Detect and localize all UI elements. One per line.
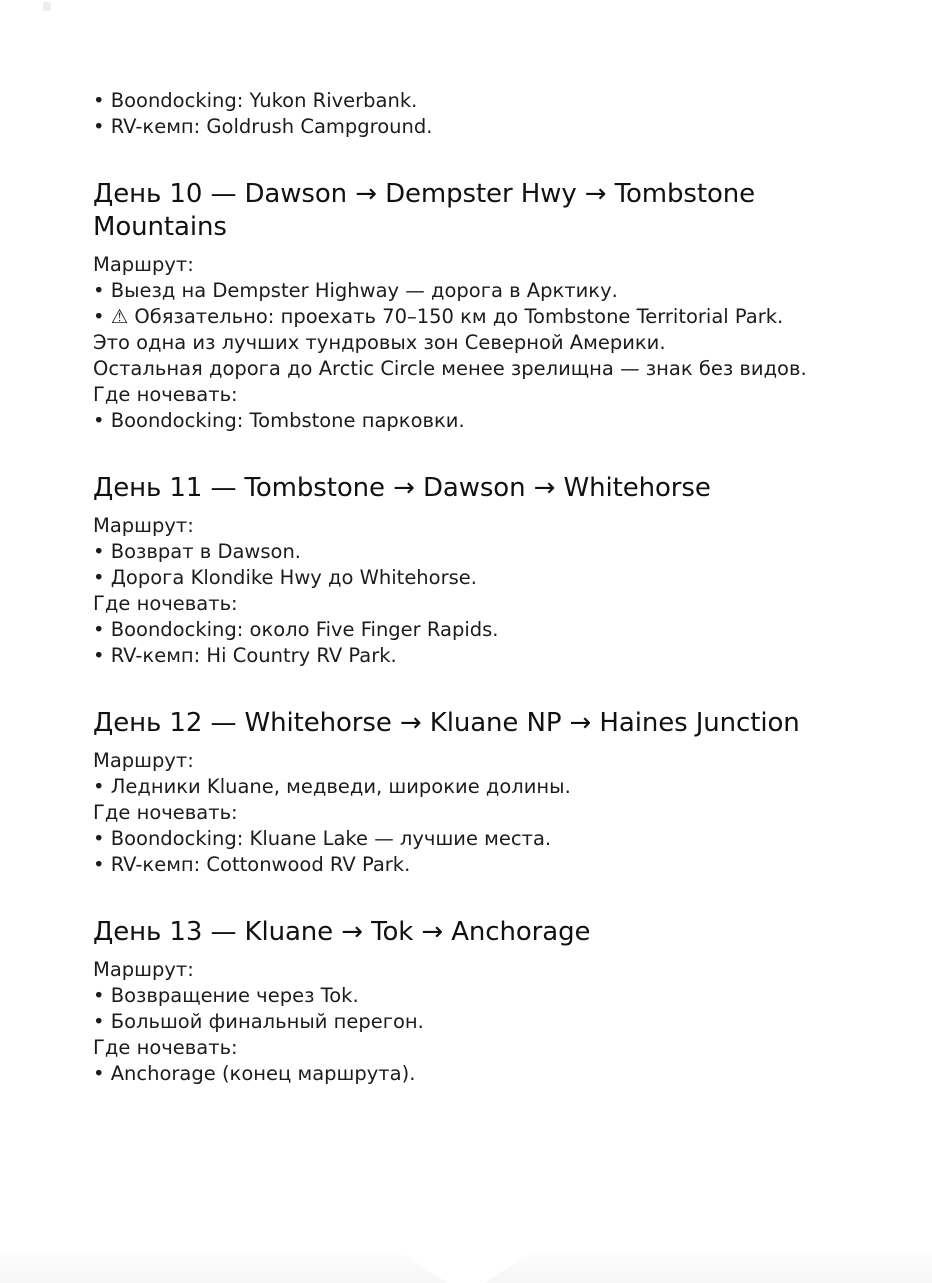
itinerary-line: • Выезд на Dempster Highway — дорога в Арктику. bbox=[93, 279, 618, 302]
itinerary-line: • RV-кемп: Cottonwood RV Park. bbox=[93, 853, 411, 876]
itinerary-line: Где ночевать: bbox=[93, 801, 238, 824]
day-section bbox=[93, 707, 847, 878]
day-sections bbox=[93, 178, 847, 1087]
itinerary-line: Это одна из лучших тундровых зон Северной Америки. bbox=[93, 331, 666, 354]
day-heading: День 10 — Dawson → Dempster Hwy → Tombstone Mountains bbox=[93, 179, 756, 242]
itinerary-line: • RV-кемп: Hi Country RV Park. bbox=[93, 644, 397, 667]
day-heading: День 13 — Kluane → Tok → Anchorage bbox=[93, 917, 591, 947]
bottom-shadow-left-wedge bbox=[0, 1247, 447, 1283]
carryover-bullet-list bbox=[93, 88, 847, 140]
itinerary-line: Где ночевать: bbox=[93, 592, 238, 615]
itinerary-line: • Ледники Kluane, медведи, широкие долины. bbox=[93, 775, 571, 798]
itinerary-line: • ⚠ Обязательно: проехать 70–150 км до Tombstone Territorial Park. bbox=[93, 305, 784, 328]
bullet-line: • Boondocking: Yukon Riverbank. bbox=[93, 89, 418, 112]
page-bottom-shadow bbox=[0, 1247, 932, 1283]
itinerary-content bbox=[93, 88, 847, 1087]
day-heading: День 11 — Tombstone → Dawson → Whitehorse bbox=[93, 473, 711, 503]
itinerary-line: • Большой финальный перегон. bbox=[93, 1010, 424, 1033]
bottom-shadow-right-wedge bbox=[485, 1247, 932, 1283]
itinerary-line: Где ночевать: bbox=[93, 1036, 238, 1059]
day-section bbox=[93, 178, 847, 434]
itinerary-line: • Anchorage (конец маршрута). bbox=[93, 1062, 416, 1085]
itinerary-line: Где ночевать: bbox=[93, 383, 238, 406]
itinerary-line: Маршрут: bbox=[93, 253, 194, 276]
itinerary-line: • Boondocking: Tombstone парковки. bbox=[93, 409, 465, 432]
itinerary-line: • Дорога Klondike Hwy до Whitehorse. bbox=[93, 566, 477, 589]
day-heading: День 12 — Whitehorse → Kluane NP → Haines Junction bbox=[93, 708, 800, 738]
itinerary-line: • Возврат в Dawson. bbox=[93, 540, 302, 563]
itinerary-line: • Boondocking: около Five Finger Rapids. bbox=[93, 618, 499, 641]
day-section bbox=[93, 916, 847, 1087]
itinerary-line: Маршрут: bbox=[93, 514, 194, 537]
page-corner-smudge bbox=[43, 2, 51, 11]
itinerary-line: • Boondocking: Kluane Lake — лучшие места. bbox=[93, 827, 552, 850]
bullet-line: • RV-кемп: Goldrush Campground. bbox=[93, 115, 433, 138]
itinerary-line: Маршрут: bbox=[93, 958, 194, 981]
day-section bbox=[93, 472, 847, 669]
itinerary-line: Остальная дорога до Arctic Circle менее зрелищна — знак без видов. bbox=[93, 357, 807, 380]
itinerary-line: Маршрут: bbox=[93, 749, 194, 772]
itinerary-line: • Возвращение через Tok. bbox=[93, 984, 359, 1007]
